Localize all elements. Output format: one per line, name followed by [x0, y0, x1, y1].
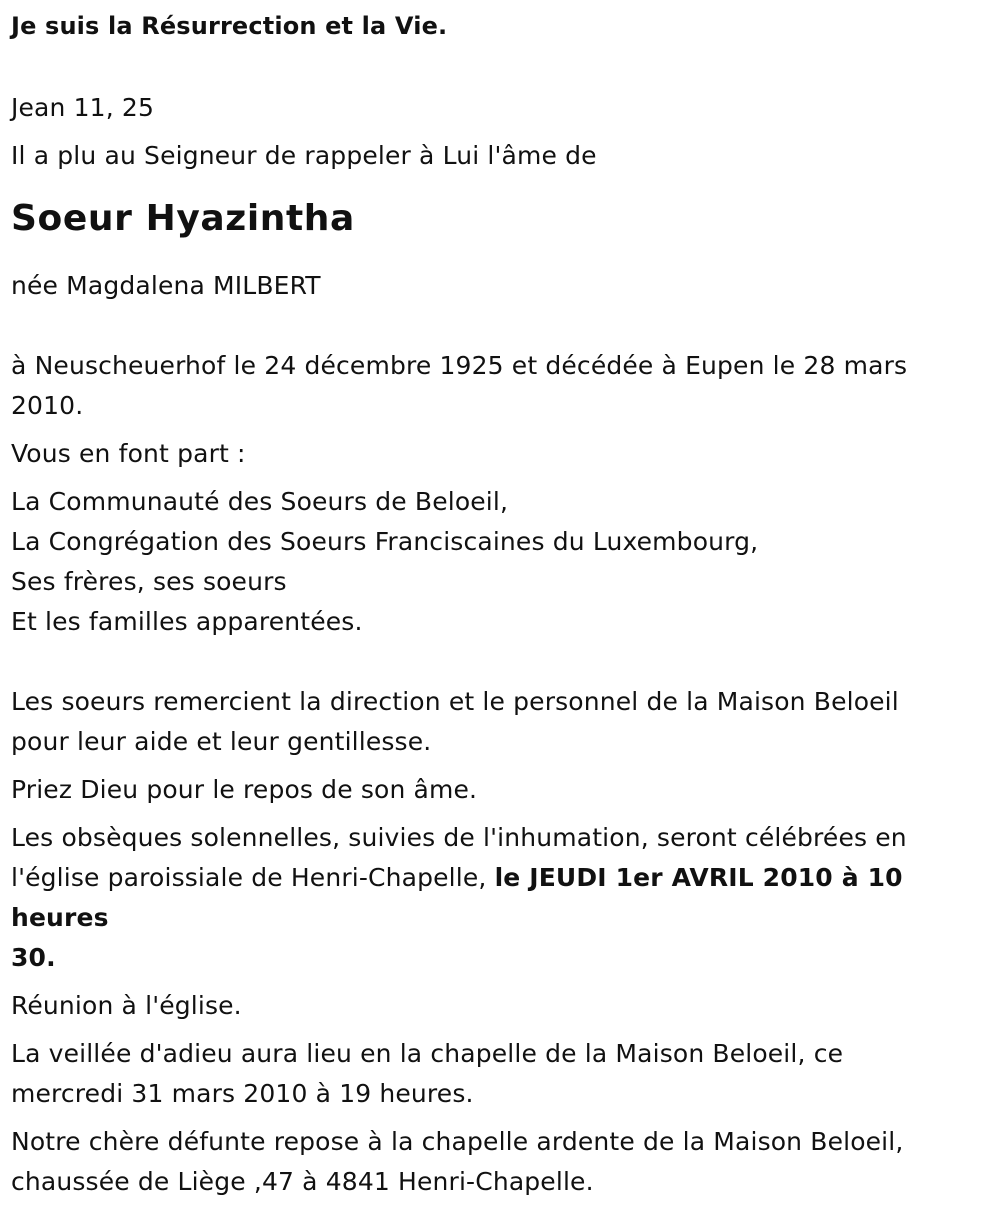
family-list [11, 482, 988, 642]
bible-verse: Je suis la Résurrection et la Vie. [11, 12, 448, 40]
announcement-text: Vous en font part : [11, 439, 246, 468]
family-line-4: Et les familles apparentées. [11, 607, 363, 636]
funeral-location: l'église paroissiale de Henri-Chapelle, [11, 863, 495, 892]
deceased-name: Soeur Hyazintha [11, 198, 355, 239]
spacer [11, 176, 988, 194]
spacer [11, 244, 988, 266]
thanks-line-1: Les soeurs remercient la direction et le personnel de la Maison Beloeil [11, 687, 899, 716]
funeral-time-end: 30. [11, 943, 56, 972]
birth-death-line-1: à Neuscheuerhof le 24 décembre 1925 et décédée à Eupen le 28 mars [11, 351, 908, 380]
vigil-line-1: La veillée d'adieu aura lieu en la chapelle de la Maison Beloeil, ce [11, 1039, 844, 1068]
resting-place-paragraph [11, 1122, 988, 1202]
family-line-2: La Congrégation des Soeurs Franciscaines du Luxembourg, [11, 527, 759, 556]
thanks-paragraph [11, 682, 988, 762]
prayer-text: Priez Dieu pour le repos de son âme. [11, 775, 478, 804]
birth-death-paragraph [11, 346, 988, 426]
meeting-text: Réunion à l'église. [11, 991, 242, 1020]
funeral-date-time: le JEUDI 1er AVRIL 2010 à 10 heures [11, 863, 903, 932]
intro-text: Il a plu au Seigneur de rappeler à Lui l'âme de [11, 141, 597, 170]
family-line-3: Ses frères, ses soeurs [11, 567, 287, 596]
vigil-paragraph [11, 1034, 988, 1114]
funeral-line-2 [11, 858, 988, 938]
spacer [11, 306, 988, 346]
resting-line-1: Notre chère défunte repose à la chapelle ardente de la Maison Beloeil, [11, 1127, 904, 1156]
funeral-paragraph [11, 818, 988, 978]
spacer [11, 642, 988, 682]
birth-name: née Magdalena MILBERT [11, 271, 321, 300]
spacer [11, 44, 988, 88]
thanks-line-2: pour leur aide et leur gentillesse. [11, 727, 432, 756]
resting-line-2: chaussée de Liège ,47 à 4841 Henri-Chapelle. [11, 1167, 594, 1196]
family-line-1: La Communauté des Soeurs de Beloeil, [11, 487, 509, 516]
verse-reference: Jean 11, 25 [11, 93, 155, 122]
vigil-line-2: mercredi 31 mars 2010 à 19 heures. [11, 1079, 474, 1108]
birth-death-line-2: 2010. [11, 391, 84, 420]
funeral-line-1: Les obsèques solennelles, suivies de l'inhumation, seront célébrées en [11, 823, 907, 852]
